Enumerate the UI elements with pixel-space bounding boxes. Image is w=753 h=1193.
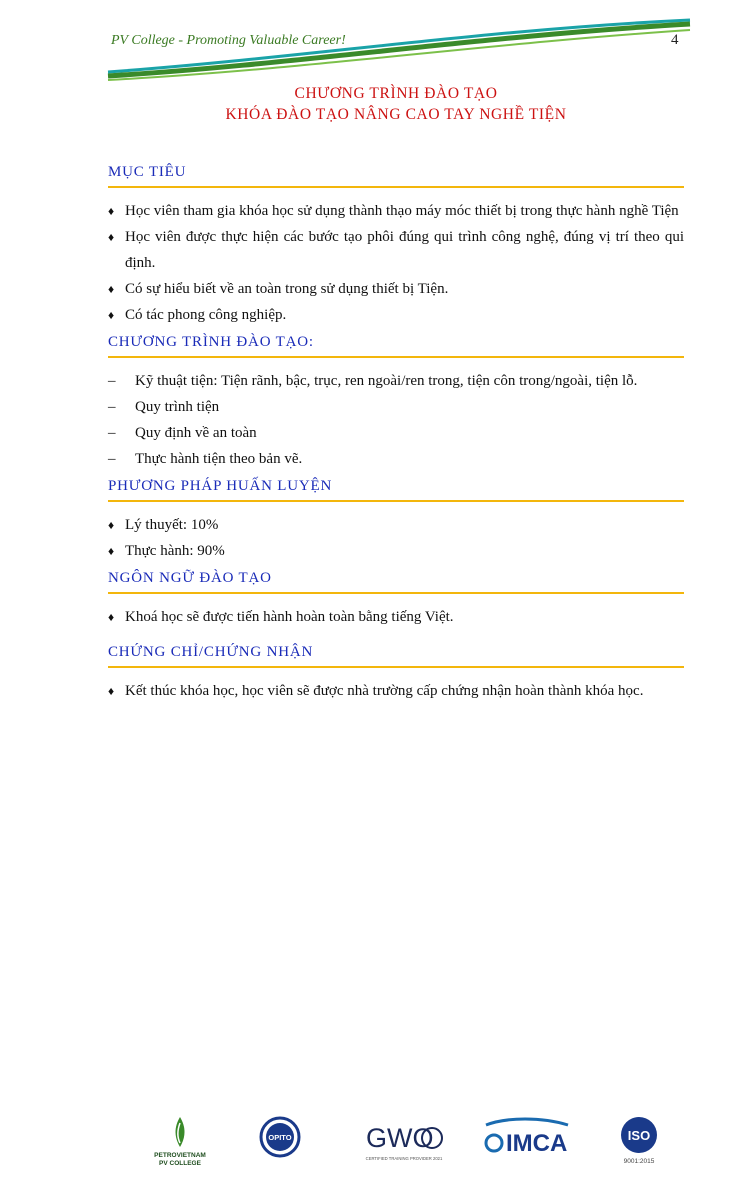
- list-item: [108, 224, 684, 276]
- title-line-1: CHƯƠNG TRÌNH ĐÀO TẠO: [294, 85, 498, 102]
- section-heading: PHƯƠNG PHÁP HUẤN LUYỆN: [108, 478, 684, 502]
- section-objectives: [108, 164, 684, 328]
- diamond-bullet-icon: ♦: [108, 518, 115, 532]
- list-item: [108, 446, 684, 472]
- gwo-logo: [364, 1113, 448, 1165]
- diamond-bullet-icon: ♦: [108, 544, 115, 558]
- section-training-method: [108, 478, 684, 564]
- diamond-bullet-icon: ♦: [108, 308, 115, 322]
- list-item-text: Học viên tham gia khóa học sử dụng thành thạo máy móc thiết bị trong thực hành nghề Tiện: [125, 203, 679, 219]
- gwo-text: GWO: [366, 1123, 434, 1153]
- document-title: [110, 83, 682, 125]
- diamond-bullet-icon: ♦: [108, 204, 115, 218]
- list-item: [108, 420, 684, 446]
- pv-college-text: PV COLLEGE: [159, 1160, 201, 1167]
- list-item-text: Khoá học sẽ được tiến hành hoàn toàn bằng tiếng Việt.: [125, 609, 454, 625]
- diamond-bullet-icon: ♦: [108, 684, 115, 698]
- section-certificate: [108, 644, 684, 704]
- dash-list: [108, 368, 684, 472]
- list-item-text: Quy trình tiện: [135, 399, 220, 415]
- petrovietnam-text: PETROVIETNAM: [154, 1152, 206, 1159]
- list-item-text: Có tác phong công nghiệp.: [125, 307, 287, 323]
- diamond-bullet-icon: ♦: [108, 610, 115, 624]
- dash-bullet-icon: –: [108, 399, 116, 415]
- list-item-text: Kỹ thuật tiện: Tiện rãnh, bậc, trục, ren ngoài/ren trong, tiện côn trong/ngoài, tiện lỗ.: [135, 373, 638, 389]
- list-item: [108, 198, 684, 224]
- bullet-list: [108, 678, 684, 704]
- section-heading: NGÔN NGỮ ĐÀO TẠO: [108, 570, 684, 594]
- iso-text: ISO: [627, 1128, 651, 1143]
- dash-bullet-icon: –: [108, 451, 116, 467]
- content: [108, 164, 684, 704]
- list-item-text: Lý thuyết: 10%: [125, 517, 219, 533]
- list-item-text: Học viên được thực hiện các bước tạo phôi đúng qui trình công nghệ, đúng vị trí theo qui định.: [125, 229, 684, 271]
- bullet-list: [108, 512, 684, 564]
- footer-logos: [0, 1113, 753, 1173]
- dash-bullet-icon: –: [108, 425, 116, 441]
- list-item-text: Quy định về an toàn: [135, 425, 257, 441]
- list-item-text: Thực hành tiện theo bản vẽ.: [135, 451, 303, 467]
- diamond-bullet-icon: ♦: [108, 230, 115, 244]
- list-item: [108, 276, 684, 302]
- iso-logo: [615, 1113, 663, 1167]
- section-heading: CHỨNG CHỈ/CHỨNG NHẬN: [108, 644, 684, 668]
- list-item: [108, 302, 684, 328]
- iso-caption: 9001:2015: [623, 1158, 655, 1165]
- dash-bullet-icon: –: [108, 373, 116, 389]
- list-item: [108, 678, 684, 704]
- gwo-caption: CERTIFIED TRAINING PROVIDER 2021: [365, 1156, 443, 1161]
- list-item: [108, 604, 684, 630]
- section-language: [108, 570, 684, 630]
- imca-text: IMCA: [506, 1130, 568, 1157]
- bullet-list: [108, 604, 684, 630]
- list-item-text: Thực hành: 90%: [125, 543, 225, 559]
- bullet-list: [108, 198, 684, 328]
- list-item: [108, 512, 684, 538]
- section-heading: MỤC TIÊU: [108, 164, 684, 188]
- section-curriculum: [108, 334, 684, 472]
- imca-logo: [482, 1113, 572, 1163]
- list-item-text: Kết thúc khóa học, học viên sẽ được nhà trường cấp chứng nhận hoàn thành khóa học.: [125, 683, 644, 699]
- page-number: 4: [671, 32, 679, 48]
- list-item: [108, 394, 684, 420]
- petrovietnam-logo: [150, 1113, 210, 1169]
- diamond-bullet-icon: ♦: [108, 282, 115, 296]
- list-item-text: Có sự hiểu biết về an toàn trong sử dụng thiết bị Tiện.: [125, 281, 449, 297]
- opito-text: OPITO: [268, 1133, 292, 1142]
- list-item: [108, 368, 684, 394]
- title-line-2: KHÓA ĐÀO TẠO NÂNG CAO TAY NGHỀ TIỆN: [225, 106, 567, 123]
- section-heading: CHƯƠNG TRÌNH ĐÀO TẠO:: [108, 334, 684, 358]
- list-item: [108, 538, 684, 564]
- header-tagline: PV College - Promoting Valuable Career!: [111, 33, 346, 48]
- opito-logo: [258, 1113, 302, 1163]
